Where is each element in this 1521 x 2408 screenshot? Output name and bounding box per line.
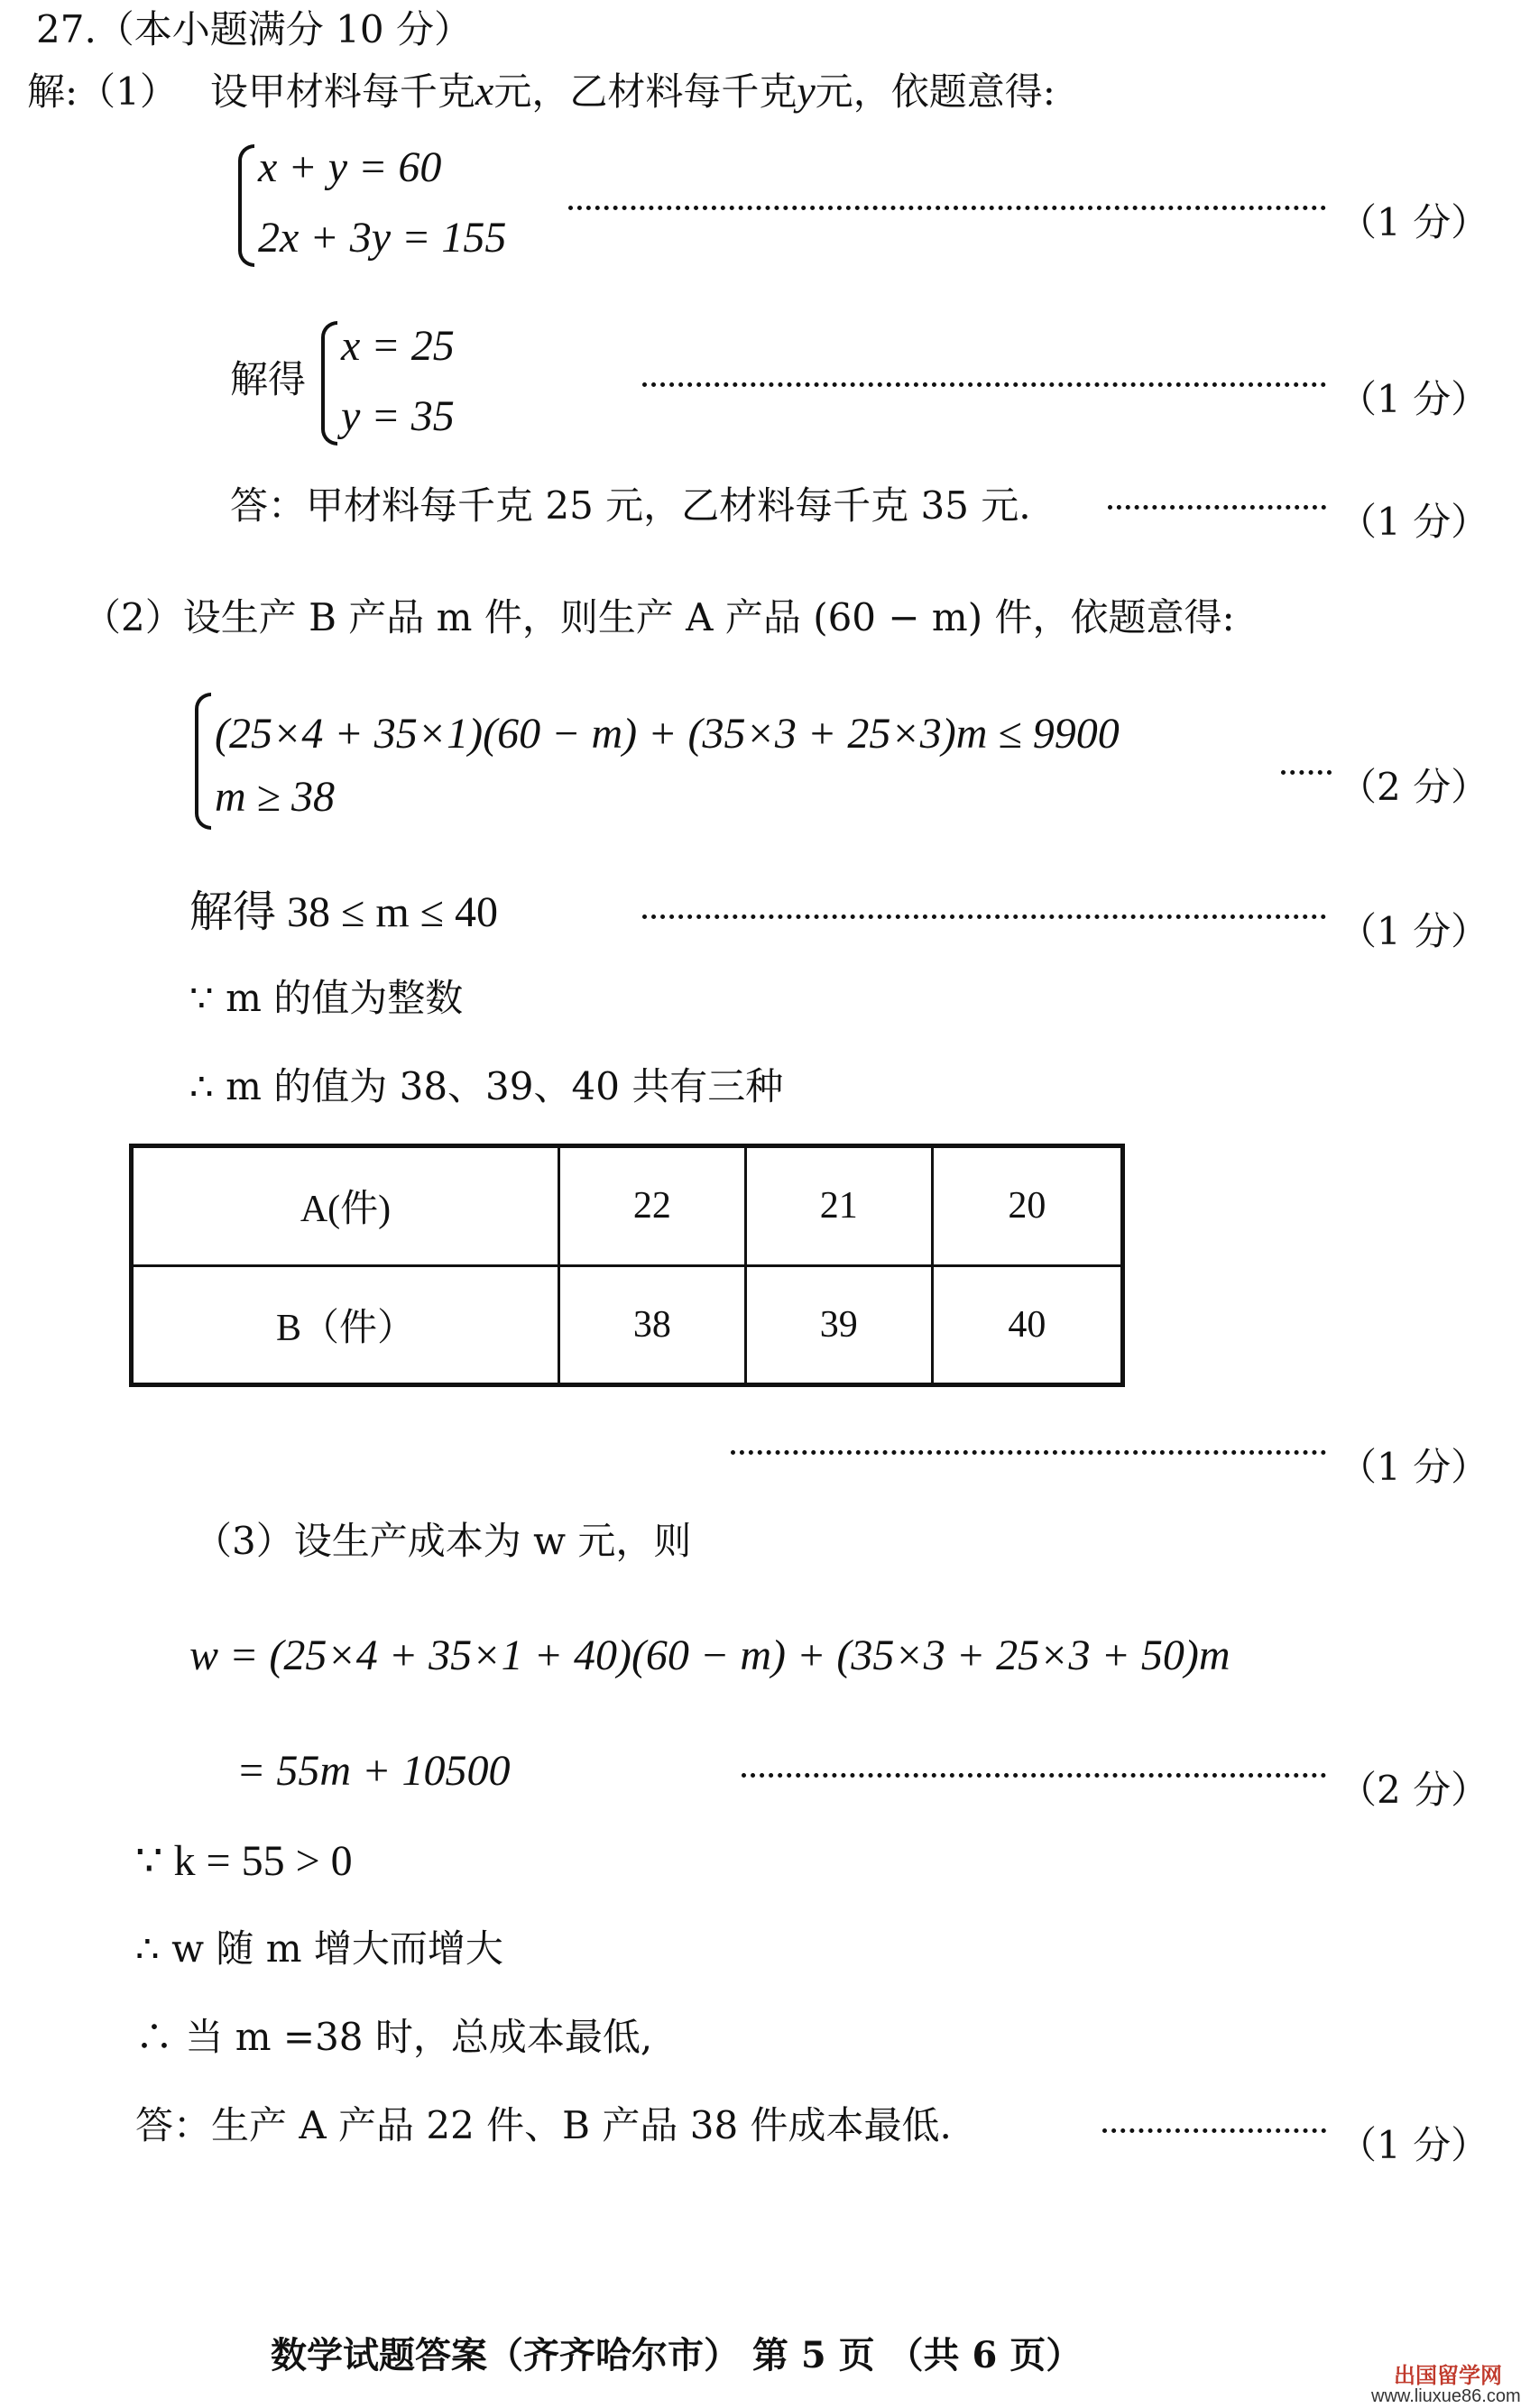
dot-leader — [1102, 2128, 1326, 2133]
table-cell: 21 — [745, 1146, 932, 1266]
dot-leader — [742, 1773, 1326, 1778]
part2-solution: 解得 38 ≤ m ≤ 40 — [189, 888, 499, 936]
table-cell: 39 — [745, 1265, 932, 1385]
score-label: （1 分） — [1339, 200, 1489, 244]
table-cell: 22 — [559, 1146, 746, 1266]
part1-answer: 答：甲材料每千克 25 元，乙材料每千克 35 元. — [230, 483, 1031, 528]
score-label: （1 分） — [1339, 909, 1489, 953]
score-label: （1 分） — [1339, 1445, 1489, 1489]
because-slope: ∵ k = 55 > 0 — [135, 1837, 353, 1885]
table-cell: 38 — [559, 1265, 746, 1385]
solve-label: 解得 — [230, 357, 307, 401]
system1-brace — [238, 144, 254, 267]
dot-leader — [642, 382, 1326, 387]
equation-2: 2x + 3y = 155 — [258, 214, 507, 262]
therefore-values: ∴ m 的值为 38、39、40 共有三种 — [189, 1064, 784, 1108]
part1-prefix: 解:（1） — [27, 69, 178, 114]
dot-leader — [568, 206, 1326, 210]
cost-formula: w = (25×4 + 35×1 + 40)(60 − m) + (35×3 + 25×3 + 50)m — [189, 1631, 1231, 1679]
dot-leader — [1281, 770, 1332, 775]
part1-intro-a: 设甲材料每千克 — [209, 69, 475, 114]
table-cell: 20 — [932, 1146, 1122, 1266]
score-label: （1 分） — [1339, 500, 1489, 544]
part1-intro — [27, 70, 1055, 112]
cost-result: = 55m + 10500 — [236, 1747, 511, 1795]
equation-1: x + y = 60 — [258, 143, 442, 191]
dot-leader — [731, 1450, 1326, 1455]
row-label: B（件） — [132, 1265, 559, 1385]
row-label: A(件) — [132, 1146, 559, 1266]
part1-intro-b: 元，乙材料每千克 — [493, 69, 797, 114]
production-table — [129, 1144, 1125, 1387]
watermark-title: 出国留学网 — [1394, 2362, 1502, 2388]
watermark-url: www.liuxue86.com — [1371, 2386, 1521, 2406]
part1-intro-c: 元，依题意得: — [815, 69, 1055, 114]
inequality-2: m ≥ 38 — [215, 773, 336, 821]
solution-brace — [321, 321, 337, 446]
solution-x: x = 25 — [341, 322, 455, 370]
page-footer: 数学试题答案（齐齐哈尔市） 第 5 页 （共 6 页） — [271, 2334, 1083, 2376]
part3-intro: （3）设生产成本为 w 元，则 — [194, 1519, 692, 1563]
score-label: （1 分） — [1339, 377, 1489, 421]
score-label: （2 分） — [1339, 765, 1489, 809]
inequality-1: (25×4 + 35×1)(60 − m) + (35×3 + 25×3)m ≤ 9900 — [215, 710, 1120, 758]
table-row — [132, 1265, 1123, 1385]
therefore-minimum: ∴ 当 m =38 时，总成本最低, — [135, 2015, 653, 2059]
dot-leader — [1108, 505, 1326, 510]
problem-header: 27.（本小题满分 10 分） — [36, 7, 472, 51]
part2-intro: （2）设生产 B 产品 m 件，则生产 A 产品 (60 − m) 件，依题意得: — [83, 595, 1235, 639]
therefore-increasing: ∴ w 随 m 增大而增大 — [135, 1926, 503, 1971]
system2-brace — [195, 693, 211, 830]
var-x: x — [475, 68, 494, 114]
solution-y: y = 35 — [341, 392, 455, 440]
score-label: （1 分） — [1339, 2123, 1489, 2167]
because-integer: ∵ m 的值为整数 — [189, 976, 464, 1020]
part3-answer: 答：生产 A 产品 22 件、B 产品 38 件成本最低. — [135, 2103, 952, 2147]
dot-leader — [642, 914, 1326, 919]
table-row — [132, 1146, 1123, 1266]
var-y: y — [797, 68, 816, 114]
table-cell: 40 — [932, 1265, 1122, 1385]
score-label: （2 分） — [1339, 1768, 1489, 1812]
